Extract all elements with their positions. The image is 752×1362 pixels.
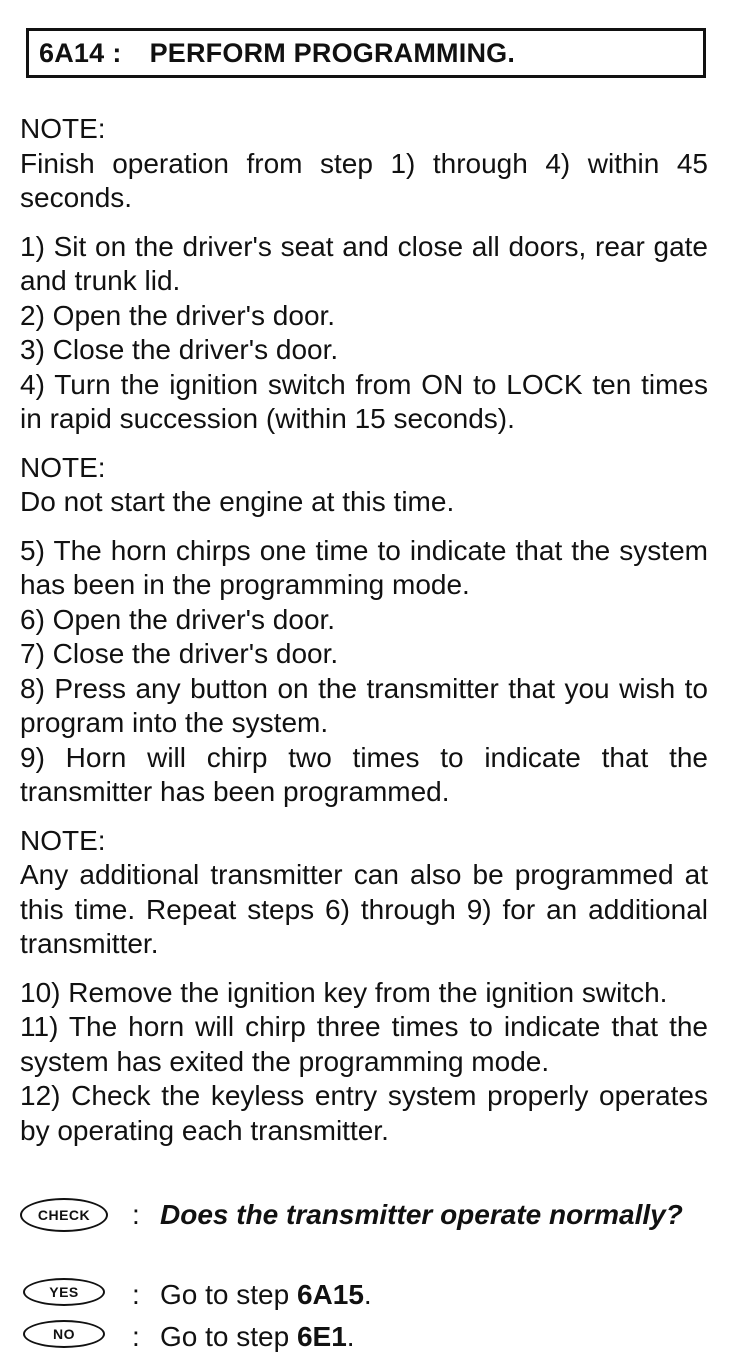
yes-target-step[interactable]: 6A15 — [296, 1279, 364, 1310]
no-action — [160, 1320, 708, 1354]
procedure-body — [20, 112, 708, 1148]
step-title: PERFORM PROGRAMMING. — [149, 37, 516, 68]
step-separator: : — [112, 37, 122, 68]
check-separator: : — [132, 1199, 140, 1230]
note-label: NOTE: — [20, 113, 106, 144]
check-question: Does the transmitter operate normally? — [160, 1199, 683, 1230]
step-6: 6) Open the driver's door. — [20, 603, 336, 635]
no-separator: : — [132, 1321, 140, 1352]
no-icon: NO — [23, 1320, 105, 1348]
yes-row — [20, 1278, 708, 1310]
no-target-step[interactable]: 6E1 — [296, 1321, 347, 1352]
yes-prefix: Go to step — [160, 1279, 297, 1310]
note-label: NOTE: — [20, 824, 106, 856]
note-text: Do not start the engine at this time. — [20, 486, 455, 517]
no-row — [20, 1320, 708, 1352]
yes-icon: YES — [23, 1278, 105, 1306]
step-4: 4) Turn the ignition switch from ON to LOCK ten times in rapid succession (within 15 seconds). — [20, 368, 708, 434]
step-header — [26, 28, 706, 78]
check-icon: CHECK — [20, 1198, 108, 1232]
yes-suffix: . — [363, 1279, 372, 1310]
note-label: NOTE: — [20, 451, 106, 483]
note-text: Finish operation from step 1) through 4) within 45 seconds. — [20, 147, 708, 213]
no-suffix: . — [346, 1321, 355, 1352]
step-5: 5) The horn chirps one time to indicate that the system has been in the programming mode. — [20, 534, 708, 600]
step-2: 2) Open the driver's door. — [20, 299, 336, 331]
step-7: 7) Close the driver's door. — [20, 638, 339, 669]
note-text: Any additional transmitter can also be programmed at this time. Repeat steps 6) through 9) for an additional transmitter. — [20, 859, 708, 959]
step-12: 12) Check the keyless entry system properly operates by operating each transmitter. — [20, 1080, 708, 1146]
step-8: 8) Press any button on the transmitter that you wish to program into the system. — [20, 672, 708, 738]
yes-action — [160, 1278, 708, 1312]
step-1: 1) Sit on the driver's seat and close all doors, rear gate and trunk lid. — [20, 230, 708, 296]
step-code: 6A14 — [39, 37, 105, 68]
yes-separator: : — [132, 1279, 140, 1310]
step-10: 10) Remove the ignition key from the ignition switch. — [20, 976, 668, 1008]
check-row — [20, 1198, 708, 1232]
step-3: 3) Close the driver's door. — [20, 334, 339, 365]
no-prefix: Go to step — [160, 1321, 297, 1352]
step-9: 9) Horn will chirp two times to indicate that the transmitter has been programmed. — [20, 741, 708, 807]
step-11: 11) The horn will chirp three times to indicate that the system has exited the programming mode. — [20, 1011, 708, 1077]
